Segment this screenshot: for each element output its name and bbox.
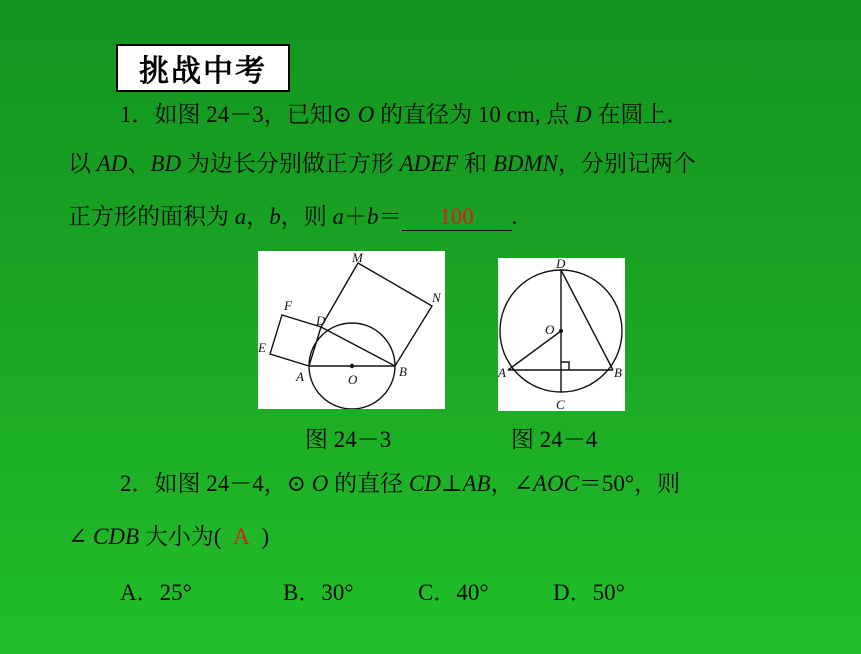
figure-24-4 (498, 258, 625, 411)
q2-var: CDB (93, 524, 140, 549)
q2-choice-d: D．50° (553, 580, 625, 605)
q1-text: 在圆上． (591, 102, 690, 127)
q1-text: 、 (127, 151, 151, 176)
q1-text: 以 (68, 151, 97, 176)
fig1-label-o: O (348, 372, 358, 387)
q1-var: BDMN (492, 151, 559, 176)
fig1-square-bdmn (321, 263, 432, 366)
fig1-label-a: A (296, 369, 304, 384)
q2-var: CD (408, 471, 441, 496)
q1-text: . (511, 204, 518, 229)
q2-var: O (311, 471, 329, 496)
q1-text: ＝ (378, 204, 402, 229)
q1-var: b (367, 204, 379, 229)
figure-24-3-caption: 图 24－3 (305, 427, 392, 452)
q2-text: ⊥ (440, 471, 463, 496)
q1-text: ＋ (344, 204, 367, 229)
q2-text: 2．如图 24－4，⊙ (120, 471, 312, 496)
q1-var: a (234, 204, 247, 229)
q2-line1 (120, 469, 680, 499)
q2-choice-b: B．30° (283, 580, 354, 605)
fig1-label-e: E (258, 340, 266, 355)
challenge-badge: 挑战中考 (116, 44, 290, 92)
q2-choice-c: C．40° (418, 580, 489, 605)
fig2-segment-db (561, 270, 613, 370)
q1-line2 (68, 149, 696, 179)
q1-text: ，则 (280, 204, 333, 229)
fig2-label-b: B (614, 365, 622, 380)
q1-var: AD (96, 151, 128, 176)
q1-text: 的直径为 10 cm, 点 (374, 102, 576, 127)
q1-var: b (269, 204, 281, 229)
fig2-label-o: O (545, 322, 555, 337)
q1-line3 (68, 202, 517, 232)
q1-text: 和 (458, 151, 493, 176)
q2-choice-a: A．25° (120, 580, 192, 605)
fig2-label-d: D (556, 258, 566, 271)
fig1-label-m: M (352, 251, 363, 265)
fig1-label-f: F (284, 298, 292, 313)
q1-line1 (120, 100, 689, 130)
q1-text: 正方形的面积为 (68, 204, 235, 229)
fig2-right-angle-mark (561, 362, 569, 370)
q1-answer-blank: 100 (402, 204, 512, 231)
figure-24-4-caption: 图 24－4 (511, 427, 598, 452)
fig2-label-a: A (498, 365, 506, 380)
fig1-center-dot (350, 364, 354, 368)
q2-answer: A (233, 524, 250, 549)
q1-var: ADEF (399, 151, 459, 176)
q2-text: ＝50°，则 (578, 471, 681, 496)
fig1-label-n: N (432, 290, 441, 305)
fig2-center-dot (559, 329, 563, 333)
q1-text: 1．如图 24－3，已知⊙ (120, 102, 358, 127)
figure-24-4-diagram (498, 258, 625, 411)
q1-text: ， (246, 204, 270, 229)
q2-text: ) (261, 524, 270, 549)
q1-var: D (575, 102, 592, 127)
fig1-square-adef (270, 315, 321, 366)
q2-var: AOC (532, 471, 579, 496)
q2-text: 大小为( (139, 524, 222, 549)
fig2-label-c: C (556, 397, 565, 411)
figure-24-3-diagram (258, 251, 445, 409)
q2-line2 (68, 522, 269, 552)
q1-var: a (332, 204, 344, 229)
q1-text: 为边长分别做正方形 (181, 151, 400, 176)
q1-var: BD (150, 151, 182, 176)
q2-var: AB (462, 471, 491, 496)
q1-var: O (357, 102, 375, 127)
q2-text: ∠ (68, 524, 94, 549)
q2-text: 的直径 (328, 471, 409, 496)
q1-text: ，分别记两个 (558, 151, 697, 176)
fig1-label-d: D (316, 313, 326, 328)
q2-text: ，∠ (490, 471, 533, 496)
figure-24-3 (258, 251, 445, 409)
fig1-label-b: B (399, 364, 407, 379)
